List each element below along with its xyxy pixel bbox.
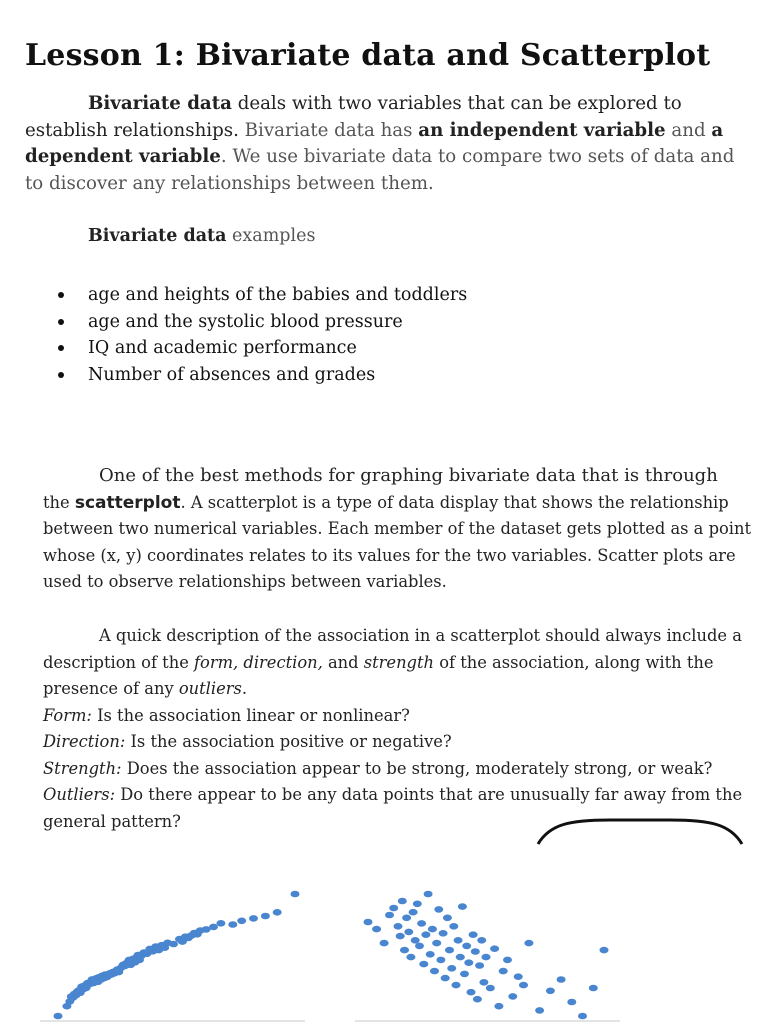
scatter-point — [380, 940, 389, 947]
scatterplot-examples — [0, 880, 768, 1024]
scatter-point — [482, 954, 491, 961]
scatter-point — [447, 965, 456, 972]
scatter-point — [432, 940, 441, 947]
scatter-point — [406, 954, 415, 961]
scatter-point — [578, 1013, 587, 1020]
scatterplot-term: scatterplot — [74, 492, 181, 513]
scatter-point — [499, 968, 508, 975]
decorative-arc — [530, 818, 750, 848]
scatter-point — [486, 985, 495, 992]
strength-question: Strength: Does the association appear to be strong, moderately strong, or weak? — [43, 758, 713, 778]
scatter-point — [503, 957, 512, 964]
scatter-point — [428, 926, 437, 933]
scatter-point — [490, 945, 499, 952]
scatter-point — [441, 975, 450, 982]
scatter-point — [249, 915, 258, 922]
scatter-point — [467, 989, 476, 996]
scatter-point — [372, 926, 381, 933]
scatter-point — [458, 903, 467, 910]
scatter-point — [567, 999, 576, 1006]
independent-variable-term: an independent variable — [418, 119, 666, 141]
scatter-point — [415, 943, 424, 950]
examples-heading: Bivariate data examples — [88, 226, 316, 246]
scatter-point — [436, 957, 445, 964]
scatter-point — [169, 941, 178, 948]
bullet-icon — [58, 345, 64, 351]
scatter-point — [589, 985, 598, 992]
scatter-point — [421, 931, 430, 938]
scatter-point — [439, 930, 448, 937]
scatter-point — [443, 915, 452, 922]
scatter-point — [261, 913, 270, 920]
scatter-point — [471, 948, 480, 955]
scatter-point — [417, 920, 426, 927]
scatter-point — [402, 915, 411, 922]
scatter-point — [424, 891, 433, 898]
scatter-point — [409, 909, 418, 916]
weak-scatterplot — [364, 891, 609, 1020]
scatter-point — [514, 973, 523, 980]
scatter-point — [413, 901, 422, 908]
list-item: Number of absences and grades — [55, 362, 467, 389]
scatter-point — [411, 937, 420, 944]
bullet-icon — [58, 372, 64, 378]
scatter-point — [228, 921, 237, 928]
scatter-point — [454, 937, 463, 944]
scatter-point — [464, 959, 473, 966]
list-item: age and heights of the babies and toddlers — [55, 282, 467, 309]
scatter-point — [419, 961, 428, 968]
scatter-point — [394, 923, 403, 930]
direction-question: Direction: Is the association positive or negative? — [43, 732, 452, 751]
scatter-point — [385, 912, 394, 919]
scatter-point — [449, 923, 458, 930]
scatter-point — [216, 920, 225, 927]
scatter-point — [477, 937, 486, 944]
scatter-point — [546, 988, 555, 995]
scatter-point — [494, 1003, 503, 1010]
scatter-point — [469, 931, 478, 938]
scatter-point — [475, 962, 484, 969]
association-paragraph: A quick description of the association in a scatterplot should always include a description of the form, direction, and strength of the association, along with the presence of any outliers. Form: Is the association linear or nonlinear? Direction: Is the association positive or negative? Strength: Does the association appear to be strong, moderately strong, or weak? Outliers: Do there appear to be any data points that are unusually far away from the general pattern? — [43, 623, 758, 835]
list-item: age and the systolic blood pressure — [55, 309, 467, 336]
scatter-point — [508, 993, 517, 1000]
scatter-point — [479, 979, 488, 986]
scatter-point — [426, 951, 435, 958]
scatter-point — [445, 947, 454, 954]
scatter-point — [430, 968, 439, 975]
positive-scatterplot — [54, 891, 300, 1020]
examples-list — [55, 282, 467, 388]
intro-paragraph: Bivariate data deals with two variables that can be explored to establish relationships. Bivariate data has an independent variable and a dependent variable. We use bivariate data to compare two sets of data and to discover any relationships between them. — [25, 93, 735, 194]
scatter-point — [404, 929, 413, 936]
scatter-point — [237, 918, 246, 925]
scatter-point — [462, 943, 471, 950]
scatter-point — [524, 940, 533, 947]
scatter-point — [54, 1013, 63, 1020]
scatter-point — [473, 996, 482, 1003]
scatter-point — [452, 982, 461, 989]
scatterplot-paragraph: One of the best methods for graphing bivariate data that is through the scatterplot. A scatterplot is a type of data display that shows the relationship between two numerical variables. Each member of the dataset gets plotted as a point whose (x, y) coordinates relates to its values for the two variables. Scatter plots are used to observe relationships between variables. — [43, 465, 752, 591]
scatter-point — [557, 976, 566, 983]
scatter-point — [434, 906, 443, 913]
scatter-point — [519, 982, 528, 989]
scatter-point — [600, 947, 609, 954]
scatter-point — [398, 898, 407, 905]
scatter-point — [364, 919, 373, 926]
scatter-point — [456, 954, 465, 961]
scatter-point — [291, 891, 300, 898]
bullet-icon — [58, 292, 64, 298]
lesson-title: Lesson 1: Bivariate data and Scatterplot — [25, 38, 711, 73]
scatter-point — [535, 1007, 544, 1014]
scatter-point — [209, 924, 218, 931]
bullet-icon — [58, 319, 64, 325]
scatter-point — [460, 971, 469, 978]
form-question: Form: Is the association linear or nonlinear? — [43, 705, 410, 725]
list-item: IQ and academic performance — [55, 335, 467, 362]
scatter-point — [400, 947, 409, 954]
scatter-point — [396, 933, 405, 940]
dependent-variable-term: a dependent variable — [25, 119, 724, 167]
outliers-question: Outliers: Do there appear to be any data points that are unusually far away from the general pattern? — [43, 785, 743, 831]
scatter-point — [389, 905, 398, 912]
scatter-point — [273, 909, 282, 916]
bivariate-term: Bivariate data — [88, 93, 232, 114]
